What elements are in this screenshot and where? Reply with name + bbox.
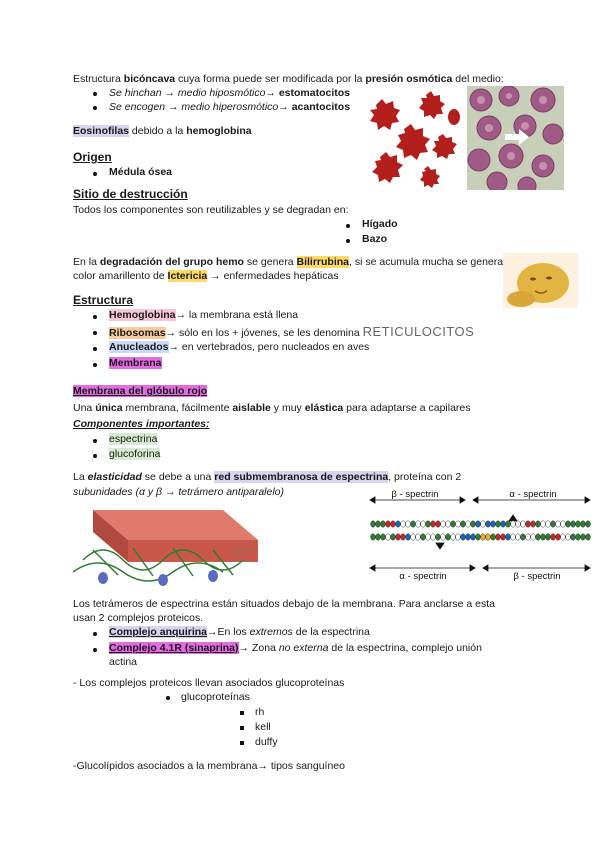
spectrin-bead <box>386 534 391 540</box>
top-alpha-label: α - spectrin <box>509 489 557 500</box>
elasticity-line-2: subunidades (α y β → tetrámero antiparalelo) <box>73 486 285 498</box>
spectrin-bead <box>501 534 506 540</box>
spectrin-bead <box>496 521 501 527</box>
heme-line-2: color amarillento de Ictericia → enfermedades hepáticas <box>73 270 339 282</box>
bottom-beta-label: β - spectrin <box>513 571 561 582</box>
spectrin-bead <box>521 521 526 527</box>
spectrin-bead <box>441 521 446 527</box>
spectrin-bead <box>586 521 591 527</box>
spectrin-bead <box>546 521 551 527</box>
glycoprotein-line: - Los complejos proteicos llevan asociados glucoproteínas <box>73 677 345 689</box>
glycoprotein-duffy: duffy <box>255 736 278 748</box>
spectrin-bead <box>471 521 476 527</box>
spectrin-bead <box>486 521 491 527</box>
spectrin-bead <box>431 534 436 540</box>
component-spectrin: espectrina <box>109 433 158 445</box>
bottom-alpha-label: α - spectrin <box>399 571 447 582</box>
spectrin-bead <box>566 534 571 540</box>
bullet-dot-icon <box>93 347 97 351</box>
spectrin-bead <box>581 521 586 527</box>
spectrin-bead <box>521 534 526 540</box>
spectrin-bead <box>571 534 576 540</box>
spectrin-bead <box>541 521 546 527</box>
spectrin-bead <box>481 534 486 540</box>
origin-heading: Origen <box>73 150 112 164</box>
spectrin-bead <box>571 521 576 527</box>
structure-item-membrane: Membrana <box>109 357 162 369</box>
spectrin-bead <box>566 521 571 527</box>
bullet-dot-icon <box>93 331 97 335</box>
structure-heading: Estructura <box>73 293 134 307</box>
spectrin-bead <box>531 534 536 540</box>
spectrin-bead <box>466 534 471 540</box>
structure-item-hemoglobin: Hemoglobina→ la membrana está llena <box>109 309 299 321</box>
spectrin-bead <box>451 521 456 527</box>
destruction-text: Todos los componentes son reutilizables y se degradan en: <box>73 204 349 216</box>
shrink-line: Se encogen → medio hiperosmótico→ acantocitos <box>109 101 351 113</box>
spectrin-bead <box>386 521 391 527</box>
spectrin-bead <box>381 521 386 527</box>
origin-item: Médula ósea <box>109 166 173 178</box>
spectrin-bead <box>516 534 521 540</box>
bullet-square-icon <box>240 741 244 745</box>
spectrin-bead <box>376 534 381 540</box>
spectrin-bead <box>501 521 506 527</box>
bullet-dot-icon <box>93 439 97 443</box>
spectrin-bead <box>486 534 491 540</box>
spectrin-bead <box>456 534 461 540</box>
spectrin-bead <box>586 534 591 540</box>
spectrin-bead <box>396 534 401 540</box>
spectrin-bead <box>496 534 501 540</box>
spectrin-bead <box>446 521 451 527</box>
spectrin-bead <box>391 521 396 527</box>
glycoprotein-rh: rh <box>255 706 265 718</box>
svg-text:Plasma: Plasma <box>233 552 247 557</box>
spectrin-bead <box>436 534 441 540</box>
spectrin-bead <box>541 534 546 540</box>
spectrin-bead <box>581 534 586 540</box>
tetramer-line-2: usan 2 complejos proteicos. <box>73 612 204 624</box>
spectrin-bead <box>511 534 516 540</box>
bullet-dot-icon <box>93 172 97 176</box>
bullet-dot-icon <box>93 106 97 110</box>
spectrin-bead <box>491 521 496 527</box>
spectrin-bead <box>461 521 466 527</box>
spectrin-bead <box>556 521 561 527</box>
ankyrin-complex-line: Complejo anquirina→En los extremos de la espectrina <box>109 626 370 638</box>
bullet-dot-icon <box>166 696 170 700</box>
spectrin-diagram <box>365 487 595 582</box>
spectrin-bead <box>531 521 536 527</box>
spectrin-bead <box>406 521 411 527</box>
synaptin-complex-line: Complejo 4.1R (sinaprina)→ Zona no externa de la espectrina, complejo unión <box>109 642 482 654</box>
spectrin-bead <box>551 521 556 527</box>
spectrin-bead <box>411 534 416 540</box>
svg-text:Membrane: Membrane <box>233 558 253 563</box>
eosinophilic-line: Eosinofilas debido a la hemoglobina <box>73 125 252 137</box>
spectrin-bead <box>546 534 551 540</box>
spectrin-bead <box>451 534 456 540</box>
bullet-dot-icon <box>93 315 97 319</box>
spectrin-bead <box>511 521 516 527</box>
spectrin-bead <box>551 534 556 540</box>
spectrin-bead <box>481 521 486 527</box>
bullet-dot-icon <box>346 239 350 243</box>
structure-item-anucleate: Anucleados→ en vertebrados, pero nucleados en aves <box>109 341 370 353</box>
destruction-heading: Sitio de destrucción <box>73 187 188 201</box>
spectrin-bead <box>576 534 581 540</box>
components-heading: Componentes importantes: <box>73 418 210 430</box>
spectrin-bead <box>526 534 531 540</box>
spectrin-bead <box>441 534 446 540</box>
structure-item-ribosomes: Ribosomas→ sólo en los + jóvenes, se les denomina RETICULOCITOS <box>109 324 475 339</box>
tetramer-line-1: Los tetrámeros de espectrina están situados debajo de la membrana. Para anclarse a esta <box>73 598 495 610</box>
heme-line-1: En la degradación del grupo hemo se genera Bilirrubina, si se acumula mucha se genera <box>73 256 504 268</box>
bullet-dot-icon <box>346 224 350 228</box>
spectrin-bead <box>426 534 431 540</box>
bullet-dot-icon <box>93 648 97 652</box>
spectrin-bead <box>576 521 581 527</box>
bullet-square-icon <box>240 726 244 730</box>
spectrin-bead <box>526 521 531 527</box>
destruction-item-spleen: Bazo <box>362 233 388 245</box>
bullet-square-icon <box>240 711 244 715</box>
bullet-dot-icon <box>93 363 97 367</box>
membrane-heading: Membrana del glóbulo rojo <box>73 385 208 397</box>
bullet-dot-icon <box>93 92 97 96</box>
spectrin-bead <box>536 521 541 527</box>
spectrin-bead <box>456 521 461 527</box>
spectrin-bead <box>401 521 406 527</box>
spectrin-bead <box>376 521 381 527</box>
intro-line: Estructura bicóncava cuya forma puede ser modificada por la presión osmótica del medio: <box>73 73 504 85</box>
spectrin-bead <box>431 521 436 527</box>
spectrin-bead <box>461 534 466 540</box>
spectrin-bead <box>466 521 471 527</box>
elasticity-line-1: La elasticidad se debe a una red submembranosa de espectrina, proteína con 2 <box>73 471 462 483</box>
membrane-line: Una única membrana, fácilmente aislable y muy elástica para adaptarse a capilares <box>73 402 471 414</box>
spectrin-bead <box>476 521 481 527</box>
spectrin-bead <box>561 521 566 527</box>
bullet-dot-icon <box>93 454 97 458</box>
spectrin-bead <box>556 534 561 540</box>
bullet-dot-icon <box>93 632 97 636</box>
spectrin-bead <box>446 534 451 540</box>
spectrin-bead <box>561 534 566 540</box>
component-glycophorin: glucoforina <box>109 448 161 460</box>
echinocyte-image <box>467 86 564 190</box>
spectrin-bead <box>401 534 406 540</box>
spectrin-bead <box>416 534 421 540</box>
spectrin-bead <box>371 534 376 540</box>
membrane-skeleton-image <box>63 500 263 592</box>
swell-line: Se hinchan → medio hiposmótico→ estomatocitos <box>109 87 351 99</box>
acanthocyte-image <box>366 87 464 191</box>
glycoprotein-subheading: glucoproteínas <box>181 691 250 703</box>
jaundiced-baby-image <box>503 253 578 308</box>
destruction-item-liver: Hígado <box>362 218 398 230</box>
spectrin-bead <box>416 521 421 527</box>
top-beta-label: β - spectrin <box>391 489 439 500</box>
spectrin-bead <box>536 534 541 540</box>
spectrin-bead <box>396 521 401 527</box>
spectrin-bead <box>371 521 376 527</box>
glycoprotein-kell: kell <box>255 721 271 733</box>
spectrin-bead <box>476 534 481 540</box>
spectrin-bead <box>426 521 431 527</box>
spectrin-bead <box>406 534 411 540</box>
spectrin-bead <box>391 534 396 540</box>
spectrin-bead <box>436 521 441 527</box>
spectrin-bead <box>506 534 511 540</box>
spectrin-bead <box>471 534 476 540</box>
spectrin-bead <box>381 534 386 540</box>
svg-text:Erythrocyte: Erythrocyte <box>233 546 254 551</box>
spectrin-bead <box>506 521 511 527</box>
glycolipids-line: -Glucolípidos asociados a la membrana→ tipos sanguíneo <box>73 760 345 772</box>
spectrin-bead <box>411 521 416 527</box>
spectrin-bead <box>516 521 521 527</box>
spectrin-bead <box>421 534 426 540</box>
synaptin-complex-line-2: actina <box>109 656 138 668</box>
spectrin-bead <box>421 521 426 527</box>
spectrin-bead <box>491 534 496 540</box>
